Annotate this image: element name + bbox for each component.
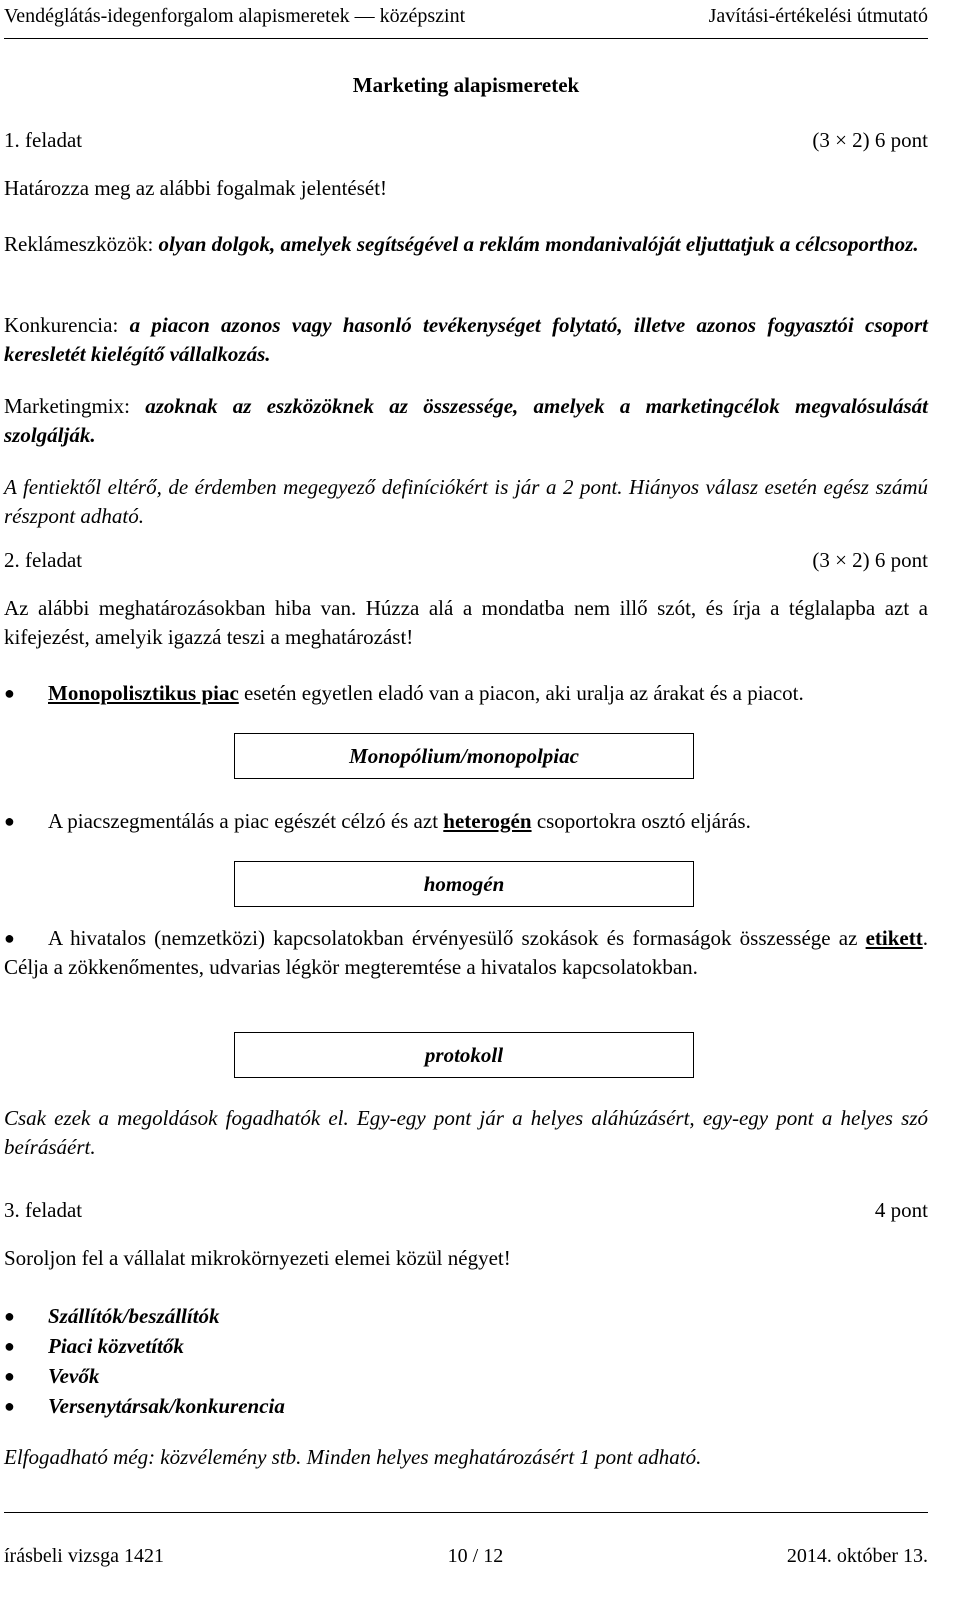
footer-rule — [4, 1512, 928, 1513]
task2-points: (3 × 2) 6 pont — [812, 548, 928, 572]
task2-title: 2. feladat — [4, 548, 83, 572]
task3-title: 3. feladat — [4, 1198, 83, 1222]
task2-item-text — [48, 807, 928, 836]
item-text-after: . Célja a zökkenőmentes, udvarias légkör megteremtése a hivatalos kapcsolatokban. — [4, 926, 928, 979]
list-item-text: Versenytársak/konkurencia — [48, 1394, 285, 1418]
task3-list — [4, 1302, 928, 1422]
definition-term: Marketingmix: — [4, 394, 146, 418]
definition-term: Reklámeszközök: — [4, 232, 159, 256]
task2-item-text — [4, 924, 928, 982]
list-item — [4, 1332, 928, 1362]
underlined-word: heterogén — [443, 809, 532, 833]
bullet-icon: ● — [4, 683, 15, 703]
item-text-after: esetén egyetlen eladó van a piacon, aki uralja az árakat és a piacot. — [238, 681, 804, 705]
answer-box: protokoll — [234, 1032, 694, 1078]
running-header — [4, 2, 928, 31]
header-right: Javítási-értékelési útmutató — [708, 5, 928, 27]
task1-note: A fentiektől eltérő, de érdemben megegyező definíciókért is jár a 2 pont. Hiányos válasz esetén egész számú részpont adható. — [4, 475, 928, 528]
section-title: Marketing alapismeretek — [352, 73, 580, 97]
footer-left: írásbeli vizsga 1421 — [4, 1545, 164, 1567]
page-number: 10 / 12 — [447, 1545, 504, 1567]
task1-points: (3 × 2) 6 pont — [812, 128, 928, 152]
task1-title: 1. feladat — [4, 128, 83, 152]
bullet-icon: ● — [4, 1306, 15, 1326]
answer-box: homogén — [234, 861, 694, 907]
list-item-text: Piaci közvetítők — [48, 1334, 184, 1358]
task2-item-2 — [4, 807, 928, 836]
header-rule — [4, 38, 928, 39]
task1-header — [4, 126, 928, 155]
list-item-text: Vevők — [48, 1364, 100, 1388]
definition-marketingmix — [4, 392, 928, 450]
definition-text: azoknak az eszközöknek az összessége, amelyek a marketingcélok megvalósulását szolgálják. — [4, 394, 928, 447]
item-text-before: A hivatalos (nemzetközi) kapcsolatokban érvényesülő szokások és formaságok összessége az — [48, 926, 866, 950]
list-item — [4, 1392, 928, 1422]
header-left: Vendéglátás-idegenforgalom alapismeretek — középszint — [4, 5, 466, 27]
task3-instruction: Soroljon fel a vállalat mikrokörnyezeti elemei közül négyet! — [4, 1246, 511, 1270]
list-item-text: Szállítók/beszállítók — [48, 1304, 220, 1328]
page-footer — [4, 1542, 928, 1571]
document-page — [4, 0, 928, 1617]
task2-item-3 — [4, 924, 928, 982]
answer-box: Monopólium/monopolpiac — [234, 733, 694, 779]
list-item — [4, 1302, 928, 1332]
definition-konkurencia — [4, 311, 928, 369]
definition-reklameszkozok — [4, 230, 928, 259]
task3-points: 4 pont — [874, 1198, 928, 1222]
bullet-icon: ● — [4, 1336, 15, 1356]
task2-header — [4, 546, 928, 575]
task3-header — [4, 1196, 928, 1225]
definition-text: a piacon azonos vagy hasonló tevékenységet folytató, illetve azonos fogyasztói csoport keresletét kielégítő vállalkozás. — [4, 313, 928, 366]
list-item — [4, 1362, 928, 1392]
task1-instruction: Határozza meg az alábbi fogalmak jelentését! — [4, 176, 388, 200]
task2-note: Csak ezek a megoldások fogadhatók el. Egy-egy pont jár a helyes aláhúzásért, egy-egy pont a helyes szó beírásáért. — [4, 1106, 928, 1159]
task2-instruction: Az alábbi meghatározásokban hiba van. Húzza alá a mondatba nem illő szót, és írja a téglalapba azt a kifejezést, amelyik igazzá teszi a meghatározást! — [4, 596, 928, 649]
bullet-icon: ● — [4, 1396, 15, 1416]
item-text-before: A piacszegmentálás a piac egészét célzó és azt — [48, 809, 444, 833]
task3-note: Elfogadható még: közvélemény stb. Minden helyes meghatározásért 1 pont adható. — [4, 1445, 702, 1469]
task2-item-1 — [4, 679, 928, 708]
bullet-icon: ● — [4, 811, 15, 831]
task2-item-text — [48, 679, 928, 708]
definition-text: olyan dolgok, amelyek segítségével a reklám mondanivalóját eljuttatjuk a célcsoporthoz. — [158, 232, 919, 256]
bullet-icon: ● — [4, 1366, 15, 1386]
underlined-word: etikett — [865, 926, 923, 950]
underlined-word: Monopolisztikus piac — [48, 681, 239, 705]
bullet-icon: ● — [4, 928, 15, 948]
item-text-after: csoportokra osztó eljárás. — [531, 809, 751, 833]
definition-term: Konkurencia: — [4, 313, 130, 337]
footer-date: 2014. október 13. — [786, 1545, 928, 1567]
